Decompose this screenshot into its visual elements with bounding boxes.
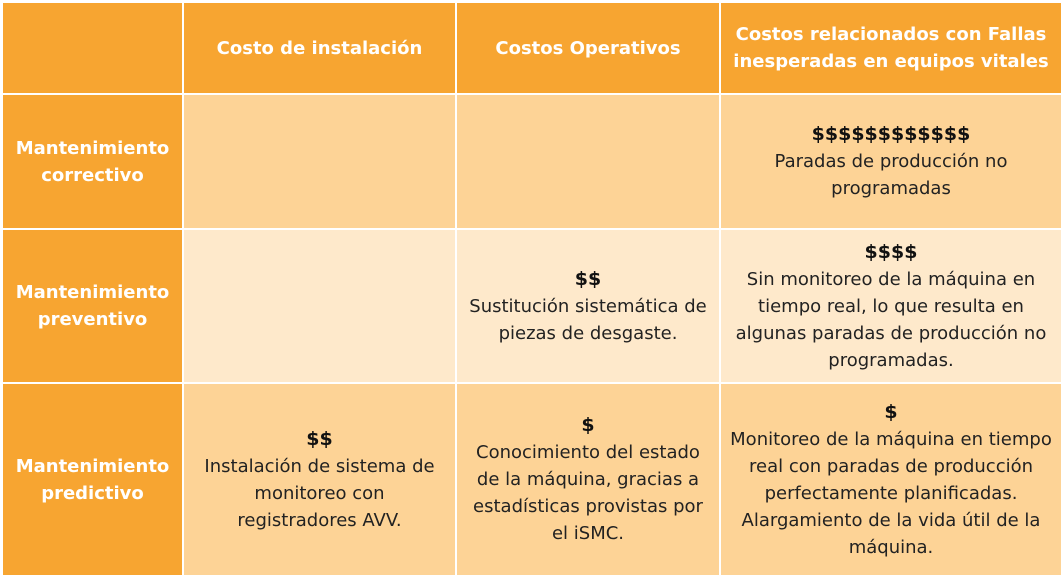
header-installation-cost: Costo de instalación [183, 2, 456, 94]
cost-amount: $$ [574, 267, 602, 290]
header-row [2, 2, 1062, 94]
cell-predictive-failures [720, 383, 1062, 576]
cost-description: Monitoreo de la máquina en tiempo real con paradas de producción perfectamente planificadas. Alargamiento de la vida útil de la máquina. [730, 428, 1052, 558]
cost-description: Sin monitoreo de la máquina en tiempo real, lo que resulta en algunas paradas de producción no programadas. [735, 268, 1047, 371]
header-operational-costs: Costos Operativos [456, 2, 720, 94]
cell-preventive-installation [183, 229, 456, 383]
header-failure-costs: Costos relacionados con Fallas inesperadas en equipos vitales [720, 2, 1062, 94]
cost-amount: $$$$ [864, 240, 918, 263]
cell-corrective-installation [183, 94, 456, 229]
corner-cell [2, 2, 183, 94]
cost-description: Conocimiento del estado de la máquina, gracias a estadísticas provistas por el iSMC. [473, 442, 703, 544]
cost-amount: $ [581, 414, 595, 436]
cost-description: Sustitución sistemática de piezas de desgaste. [469, 295, 707, 344]
cell-preventive-operational [456, 229, 720, 383]
table-row-corrective [2, 94, 1062, 229]
row-label-predictive: Mantenimiento predictivo [2, 383, 183, 576]
table-row-predictive [2, 383, 1062, 576]
maintenance-cost-table [1, 1, 1062, 577]
cell-corrective-failures [720, 94, 1062, 229]
cost-amount: $ [884, 400, 898, 423]
cell-corrective-operational [456, 94, 720, 229]
cell-predictive-operational [456, 383, 720, 576]
row-label-corrective: Mantenimiento correctivo [2, 94, 183, 229]
cost-amount: $$ [306, 427, 333, 450]
table-row-preventive [2, 229, 1062, 383]
cell-predictive-installation [183, 383, 456, 576]
row-label-preventive: Mantenimiento preventivo [2, 229, 183, 383]
cell-preventive-failures [720, 229, 1062, 383]
cost-amount: $$$$$$$$$$$$ [811, 123, 971, 145]
cost-description: Paradas de producción no programadas [774, 151, 1008, 199]
cost-description: Instalación de sistema de monitoreo con registradores AVV. [204, 455, 435, 531]
